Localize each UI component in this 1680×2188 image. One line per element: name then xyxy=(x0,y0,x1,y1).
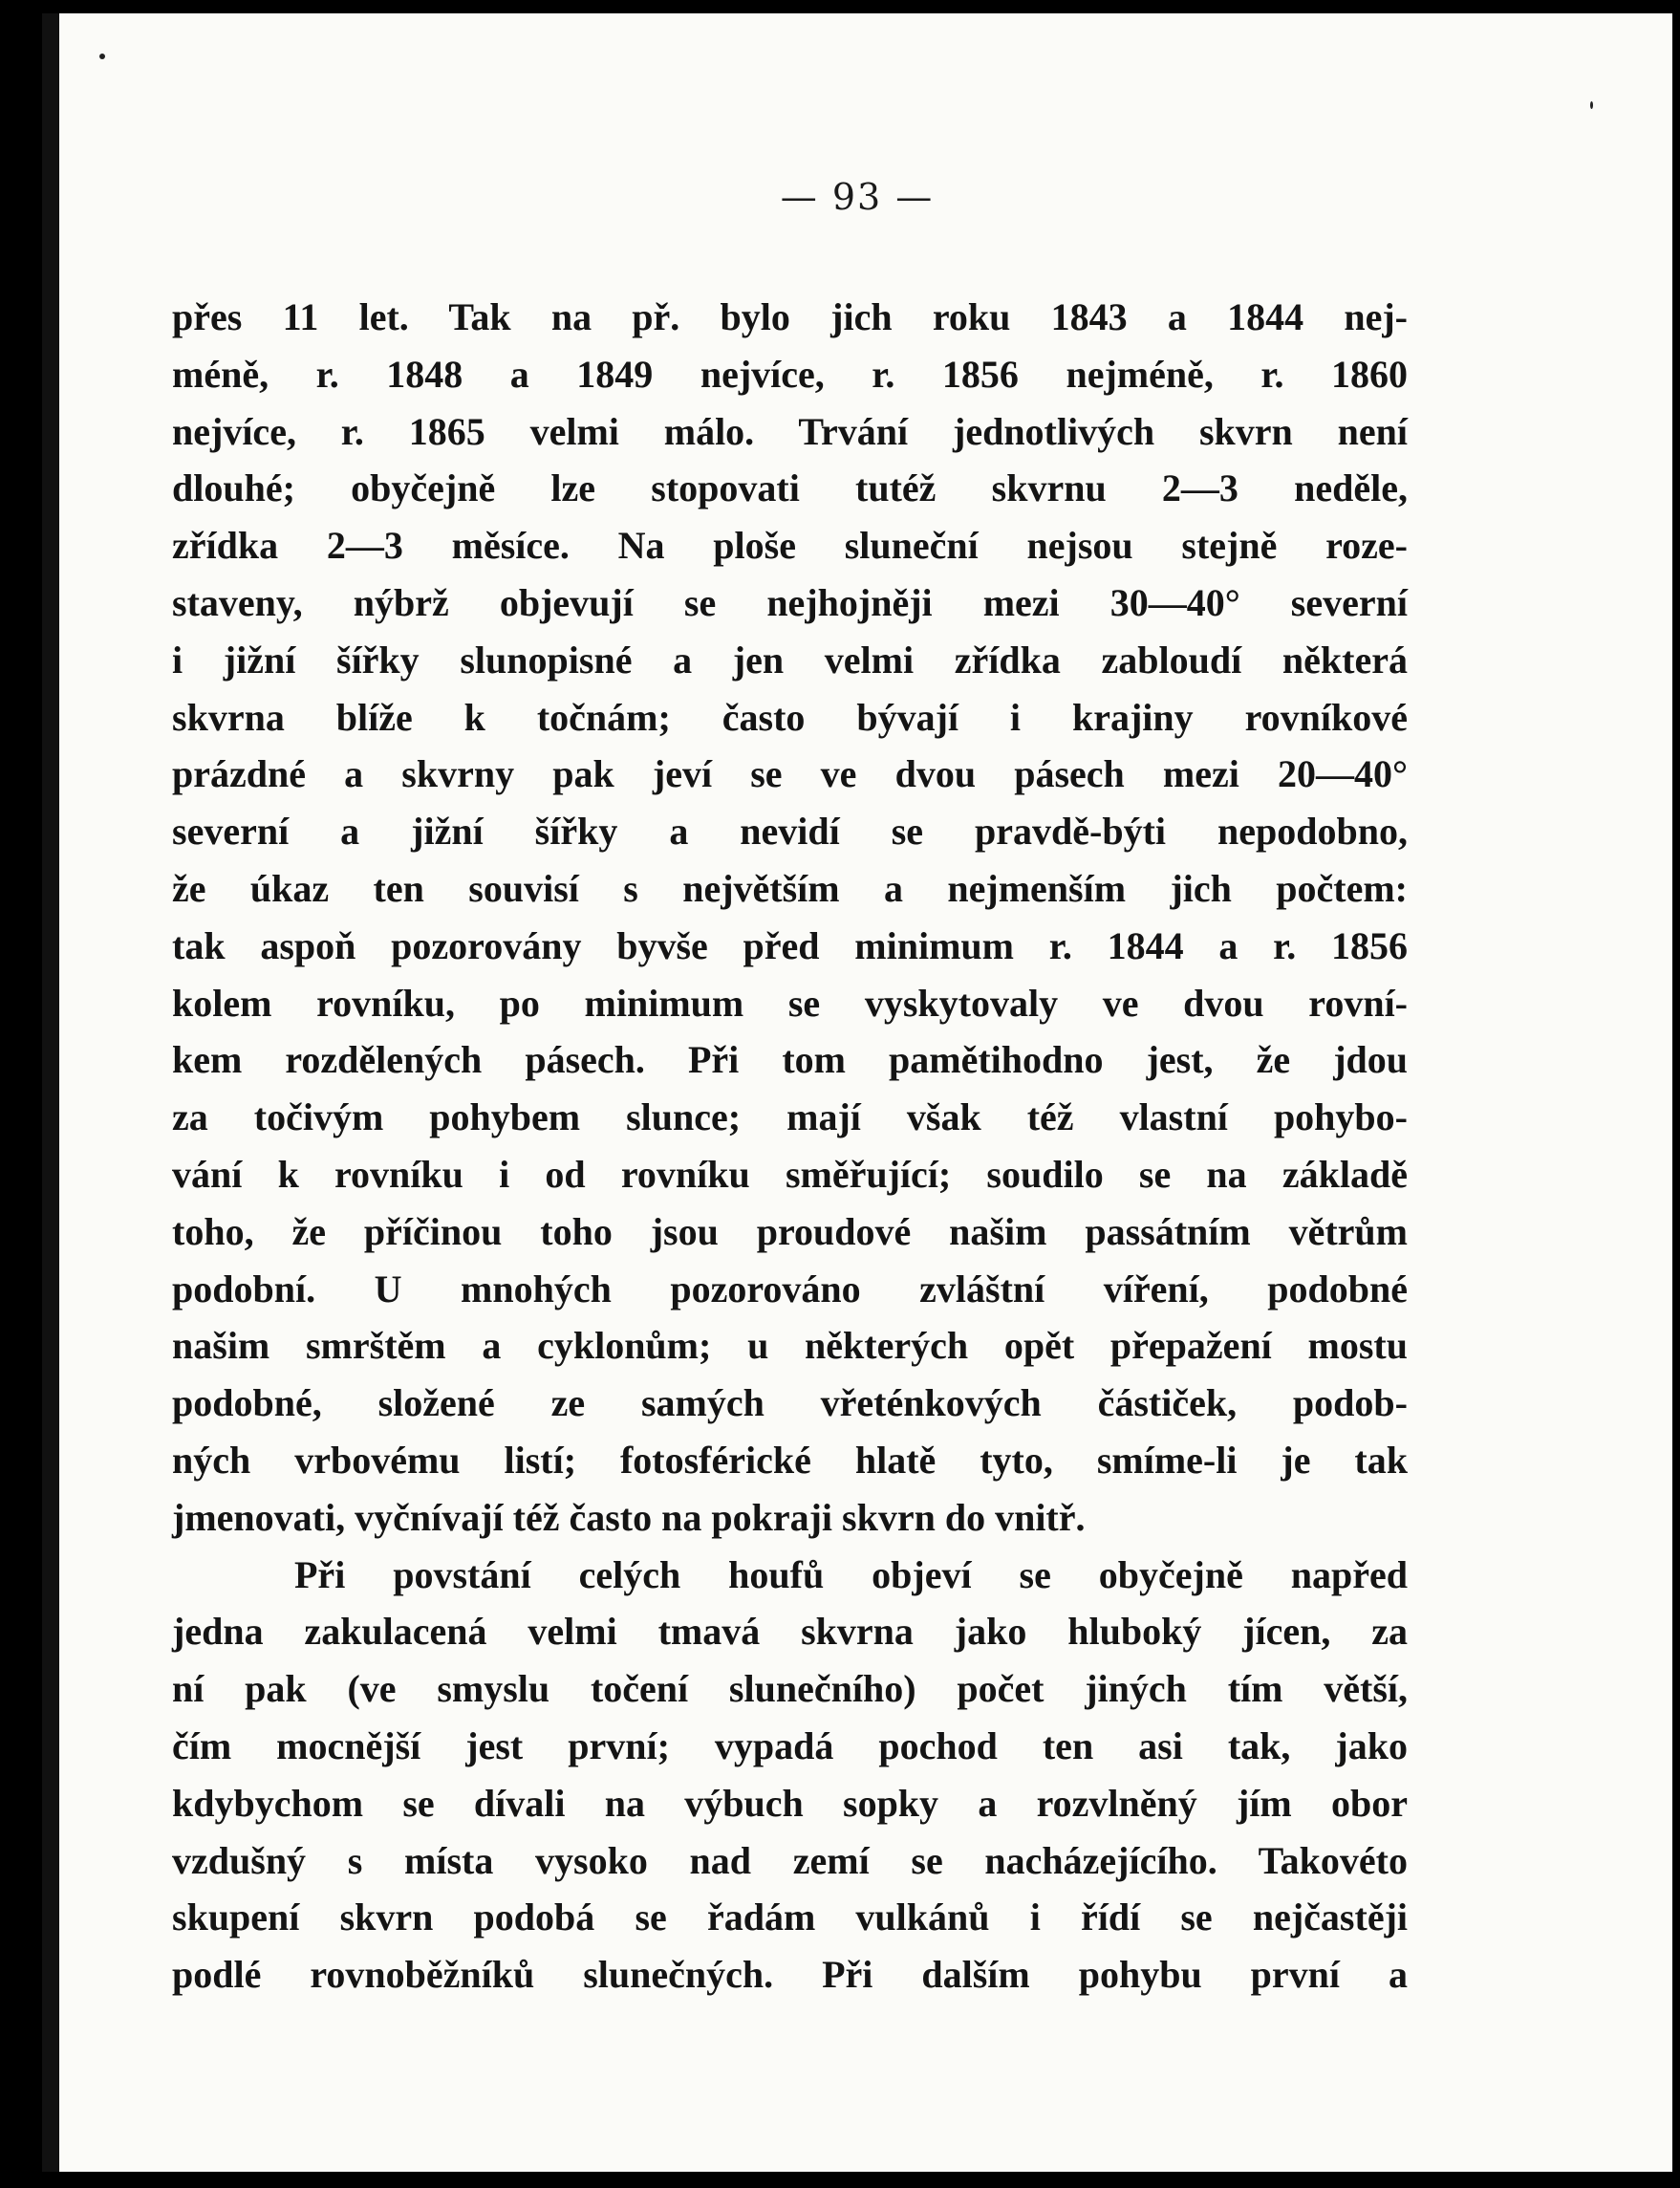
text-line: našim smrštěm a cyklonům; u některých opět přepažení mostu xyxy=(172,1324,1408,1368)
text-line: ní pak (ve smyslu točení slunečního) počet jiných tím větší, xyxy=(172,1667,1408,1711)
text-line: toho, že příčinou toho jsou proudové našim passátním větrům xyxy=(172,1209,1408,1253)
text-line: severní a jižní šířky a nevidí se pravdě-býti nepodobno, xyxy=(172,810,1408,854)
paragraph xyxy=(172,289,1408,1547)
text-line: podlé rovnoběžníků slunečných. Při dalším pohybu první a xyxy=(172,1953,1408,1997)
text-line: zřídka 2—3 měsíce. Na ploše sluneční nejsou stejně roze- xyxy=(172,524,1408,568)
text-line: ných vrbovému listí; fotosférické hlatě tyto, smíme-li je tak xyxy=(172,1438,1408,1482)
text-line: že úkaz ten souvisí s největším a nejmenším jich počtem: xyxy=(172,866,1408,910)
text-line: kem rozdělených pásech. Při tom pamětihodno jest, že jdou xyxy=(172,1038,1408,1082)
text-line: za točivým pohybem slunce; mají však též vlastní pohybo- xyxy=(172,1095,1408,1139)
text-line: méně, r. 1848 a 1849 nejvíce, r. 1856 nejméně, r. 1860 xyxy=(172,352,1408,396)
text-line: tak aspoň pozorovány byvše před minimum r. 1844 a r. 1856 xyxy=(172,923,1408,967)
text-line: prázdné a skvrny pak jeví se ve dvou pásech mezi 20—40° xyxy=(172,752,1408,796)
text-line: kolem rovníku, po minimum se vyskytovaly ve dvou rovní- xyxy=(172,981,1408,1025)
page-number: — 93 — xyxy=(780,176,935,218)
text-line: skupení skvrn podobá se řadám vulkánů i řídí se nejčastěji xyxy=(172,1896,1408,1939)
text-line: dlouhé; obyčejně lze stopovati tutéž skvrnu 2—3 neděle, xyxy=(172,466,1408,510)
text-line: staveny, nýbrž objevují se nejhojněji mezi 30—40° severní xyxy=(172,580,1408,624)
text-line: podobné, složené ze samých vřeténkových částiček, podob- xyxy=(172,1381,1408,1425)
text-line: vzdušný s místa vysoko nad zemí se nacházejícího. Takovéto xyxy=(172,1838,1408,1882)
paragraph xyxy=(172,1547,1408,2004)
scanned-page xyxy=(42,13,1672,2172)
text-line: vání k rovníku i od rovníku směřující; soudilo se na základě xyxy=(172,1152,1408,1196)
dust-speck xyxy=(1590,101,1593,109)
text-line: jedna zakulacená velmi tmavá skvrna jako hluboký jícen, za xyxy=(172,1610,1408,1654)
text-line: čím mocnější jest první; vypadá pochod ten asi tak, jako xyxy=(172,1723,1408,1767)
dust-speck xyxy=(99,54,105,59)
page-edge-shadow xyxy=(42,13,59,2172)
text-line: i jižní šířky slunopisné a jen velmi zřídka zabloudí některá xyxy=(172,638,1408,682)
text-line: kdybychom se dívali na výbuch sopky a rozvlněný jím obor xyxy=(172,1781,1408,1825)
text-line: přes 11 let. Tak na př. bylo jich roku 1843 a 1844 nej- xyxy=(172,295,1408,338)
text-line: podobní. U mnohých pozorováno zvláštní víření, podobné xyxy=(172,1267,1408,1311)
text-line: Při povstání celých houfů objeví se obyčejně napřed xyxy=(294,1552,1408,1596)
text-line: nejvíce, r. 1865 velmi málo. Trvání jednotlivých skvrn není xyxy=(172,409,1408,453)
text-line: skvrna blíže k točnám; často bývají i krajiny rovníkové xyxy=(172,695,1408,739)
text-line: jmenovati, vyčnívají též často na pokraji skvrn do vnitř. xyxy=(172,1495,1086,1539)
body-text xyxy=(172,289,1408,2004)
